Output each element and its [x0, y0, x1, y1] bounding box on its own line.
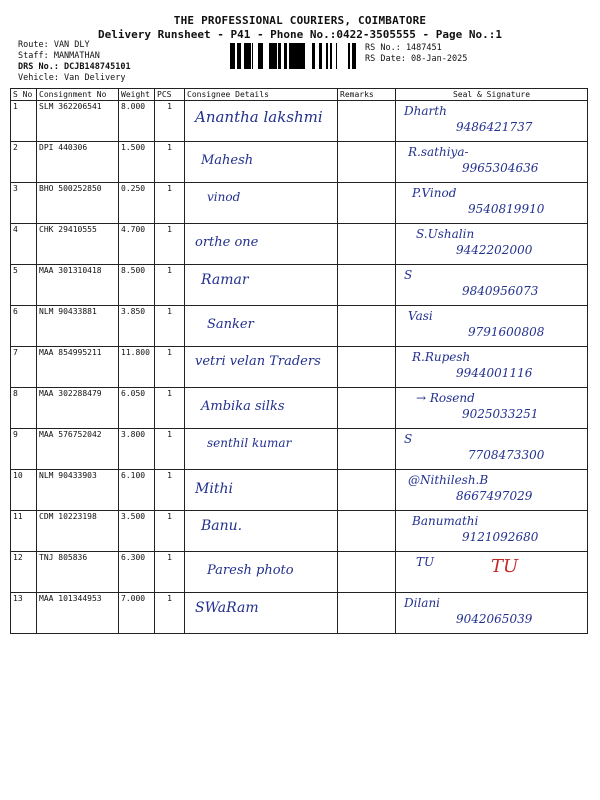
signature-phone-number: 9042065039: [456, 612, 533, 626]
cell-weight: 4.700: [119, 224, 155, 265]
staff-label: Staff: MANMATHAN: [18, 51, 100, 61]
table-row: [11, 101, 588, 142]
barcode-bar: [294, 43, 297, 69]
cell-consignee: [185, 142, 338, 183]
cell-sno: 2: [11, 142, 37, 183]
cell-sno: 3: [11, 183, 37, 224]
barcode-bar: [289, 43, 291, 69]
signature-handwriting: Dilani: [404, 596, 441, 610]
cell-weight: 6.300: [119, 552, 155, 593]
barcode-bar: [352, 43, 353, 69]
table-row: [11, 552, 588, 593]
cell-sno: 5: [11, 265, 37, 306]
rs-date: RS Date: 08-Jan-2025: [365, 54, 468, 64]
cell-pcs: 1: [155, 511, 185, 552]
cell-consignee: [185, 593, 338, 634]
cell-sno: 6: [11, 306, 37, 347]
runsheet-table: [10, 88, 588, 634]
barcode-bar: [232, 43, 234, 69]
vehicle-label: Vehicle: Van Delivery: [18, 73, 126, 83]
barcode-bar: [297, 43, 298, 69]
signature-phone-number: 9486421737: [456, 120, 533, 134]
signature-phone-number: TU: [491, 556, 519, 577]
consignee-handwriting: Mithi: [195, 481, 233, 497]
barcode-bar: [312, 43, 315, 69]
consignee-handwriting: Ramar: [201, 272, 249, 288]
cell-signature: [396, 470, 588, 511]
barcode-bar: [237, 43, 240, 69]
signature-phone-number: 9442202000: [456, 243, 533, 257]
cell-remarks: [338, 388, 396, 429]
cell-consignee: [185, 183, 338, 224]
signature-phone-number: 7708473300: [468, 448, 545, 462]
column-header-pcs: PCS: [155, 89, 185, 101]
cell-remarks: [338, 306, 396, 347]
barcode-bar: [269, 43, 271, 69]
column-header-consignee: Consignee Details: [185, 89, 338, 101]
cell-signature: [396, 593, 588, 634]
barcode: [230, 43, 358, 69]
consignee-handwriting: Anantha lakshmi: [195, 108, 323, 126]
cell-signature: [396, 347, 588, 388]
cell-remarks: [338, 429, 396, 470]
table-row: [11, 306, 588, 347]
cell-signature: [396, 101, 588, 142]
cell-signature: [396, 306, 588, 347]
consignee-handwriting: senthil kumar: [207, 436, 292, 450]
cell-consignment: CDM 10223198: [37, 511, 119, 552]
barcode-bar: [303, 43, 305, 69]
cell-remarks: [338, 511, 396, 552]
cell-remarks: [338, 183, 396, 224]
route-label: Route: VAN DLY: [18, 40, 90, 50]
cell-consignment: DPI 440306: [37, 142, 119, 183]
signature-handwriting: S: [404, 432, 413, 446]
cell-pcs: 1: [155, 593, 185, 634]
table-header-row: [11, 89, 588, 101]
consignee-handwriting: Paresh photo: [207, 563, 294, 578]
column-header-sno: S No: [11, 89, 37, 101]
cell-consignee: [185, 552, 338, 593]
cell-consignee: [185, 101, 338, 142]
barcode-bar: [234, 43, 235, 69]
cell-sno: 10: [11, 470, 37, 511]
barcode-bar: [353, 43, 356, 69]
cell-pcs: 1: [155, 552, 185, 593]
cell-signature: [396, 511, 588, 552]
cell-weight: 6.100: [119, 470, 155, 511]
column-header-signature: Seal & Signature: [396, 89, 588, 101]
cell-consignee: [185, 347, 338, 388]
cell-weight: 8.500: [119, 265, 155, 306]
barcode-bar: [278, 43, 281, 69]
cell-remarks: [338, 101, 396, 142]
cell-consignment: CHK 29410555: [37, 224, 119, 265]
cell-signature: [396, 142, 588, 183]
cell-consignee: [185, 388, 338, 429]
cell-sno: 12: [11, 552, 37, 593]
cell-weight: 3.800: [119, 429, 155, 470]
cell-sno: 4: [11, 224, 37, 265]
signature-phone-number: 9965304636: [462, 161, 539, 175]
cell-remarks: [338, 142, 396, 183]
cell-consignment: SLM 362206541: [37, 101, 119, 142]
barcode-bar: [331, 43, 332, 69]
barcode-bar: [271, 43, 274, 69]
cell-sno: 13: [11, 593, 37, 634]
barcode-bar: [240, 43, 241, 69]
cell-signature: [396, 388, 588, 429]
barcode-bar: [261, 43, 263, 69]
cell-consignment: TNJ 805836: [37, 552, 119, 593]
cell-sno: 7: [11, 347, 37, 388]
cell-pcs: 1: [155, 388, 185, 429]
cell-signature: [396, 183, 588, 224]
cell-pcs: 1: [155, 347, 185, 388]
cell-sno: 8: [11, 388, 37, 429]
consignee-handwriting: SWaRam: [195, 600, 259, 616]
cell-pcs: 1: [155, 101, 185, 142]
signature-phone-number: 8667497029: [456, 489, 533, 503]
runsheet-subtitle: Delivery Runsheet - P41 - Phone No.:0422-3505555 - Page No.:1: [98, 28, 502, 41]
barcode-bar: [319, 43, 322, 69]
table-row: [11, 265, 588, 306]
barcode-bar: [336, 43, 337, 69]
column-header-consignment: Consignment No: [37, 89, 119, 101]
cell-pcs: 1: [155, 265, 185, 306]
consignee-handwriting: Ambika silks: [201, 399, 285, 414]
barcode-bar: [258, 43, 260, 69]
cell-remarks: [338, 347, 396, 388]
consignee-handwriting: vinod: [207, 190, 241, 204]
cell-pcs: 1: [155, 224, 185, 265]
cell-pcs: 1: [155, 183, 185, 224]
cell-weight: 11.800: [119, 347, 155, 388]
signature-handwriting: Vasi: [408, 309, 433, 323]
table-row: [11, 183, 588, 224]
cell-pcs: 1: [155, 470, 185, 511]
signature-handwriting: S.Ushalin: [416, 227, 475, 241]
signature-handwriting: S: [404, 268, 413, 282]
cell-remarks: [338, 265, 396, 306]
consignee-handwriting: Mahesh: [201, 153, 254, 168]
barcode-bar: [249, 43, 251, 69]
signature-phone-number: 9791600808: [468, 325, 545, 339]
column-header-weight: Weight: [119, 89, 155, 101]
signature-phone-number: 9121092680: [462, 530, 539, 544]
barcode-bar: [330, 43, 331, 69]
signature-handwriting: TU: [416, 555, 435, 569]
barcode-bar: [298, 43, 301, 69]
cell-pcs: 1: [155, 142, 185, 183]
cell-remarks: [338, 593, 396, 634]
signature-phone-number: 9840956073: [462, 284, 539, 298]
barcode-bar: [252, 43, 253, 69]
cell-weight: 0.250: [119, 183, 155, 224]
consignee-handwriting: Sanker: [207, 317, 254, 332]
table-row: [11, 142, 588, 183]
cell-pcs: 1: [155, 429, 185, 470]
cell-remarks: [338, 224, 396, 265]
table-row: [11, 388, 588, 429]
barcode-bar: [326, 43, 328, 69]
cell-consignment: MAA 302288479: [37, 388, 119, 429]
barcode-bar: [348, 43, 350, 69]
barcode-bar: [284, 43, 287, 69]
cell-consignee: [185, 224, 338, 265]
cell-consignment: MAA 854995211: [37, 347, 119, 388]
cell-weight: 6.050: [119, 388, 155, 429]
barcode-bar: [274, 43, 277, 69]
cell-weight: 3.500: [119, 511, 155, 552]
cell-consignment: MAA 576752042: [37, 429, 119, 470]
barcode-bar: [244, 43, 246, 69]
cell-signature: [396, 429, 588, 470]
cell-sno: 9: [11, 429, 37, 470]
barcode-bar: [301, 43, 303, 69]
barcode-bar: [230, 43, 232, 69]
cell-consignment: NLM 90433903: [37, 470, 119, 511]
table-row: [11, 511, 588, 552]
consignee-handwriting: orthe one: [195, 235, 259, 250]
cell-remarks: [338, 552, 396, 593]
cell-pcs: 1: [155, 306, 185, 347]
barcode-bar: [246, 43, 249, 69]
table-row: [11, 470, 588, 511]
signature-handwriting: R.sathiya-: [408, 145, 469, 159]
table-row: [11, 429, 588, 470]
cell-consignment: MAA 101344953: [37, 593, 119, 634]
column-header-remarks: Remarks: [338, 89, 396, 101]
signature-phone-number: 9540819910: [468, 202, 545, 216]
cell-signature: [396, 552, 588, 593]
cell-remarks: [338, 470, 396, 511]
rs-number: RS No.: 1487451: [365, 43, 442, 53]
runsheet-table-wrap: [10, 88, 587, 634]
drs-number: DRS No.: DCJB148745101: [18, 62, 131, 72]
signature-handwriting: R.Rupesh: [412, 350, 471, 364]
table-row: [11, 347, 588, 388]
table-row: [11, 224, 588, 265]
cell-sno: 1: [11, 101, 37, 142]
cell-weight: 8.000: [119, 101, 155, 142]
cell-consignee: [185, 511, 338, 552]
table-body: [11, 101, 588, 634]
cell-sno: 11: [11, 511, 37, 552]
cell-consignee: [185, 306, 338, 347]
cell-signature: [396, 265, 588, 306]
cell-consignee: [185, 265, 338, 306]
signature-phone-number: 9944001116: [456, 366, 533, 380]
signature-phone-number: 9025033251: [462, 407, 539, 421]
company-title: THE PROFESSIONAL COURIERS, COIMBATORE: [173, 14, 427, 27]
barcode-bar: [291, 43, 294, 69]
signature-handwriting: → Rosend: [416, 391, 475, 405]
signature-handwriting: P.Vinod: [412, 186, 457, 200]
cell-consignment: MAA 301310418: [37, 265, 119, 306]
consignee-handwriting: vetri velan Traders: [195, 354, 321, 369]
signature-handwriting: Dharth: [404, 104, 447, 118]
cell-consignment: NLM 90433881: [37, 306, 119, 347]
barcode-bar: [260, 43, 261, 69]
signature-handwriting: Banumathi: [412, 514, 479, 528]
cell-consignee: [185, 470, 338, 511]
cell-weight: 7.000: [119, 593, 155, 634]
consignee-handwriting: Banu.: [201, 518, 243, 534]
cell-weight: 1.500: [119, 142, 155, 183]
cell-consignment: BHO 500252850: [37, 183, 119, 224]
cell-weight: 3.850: [119, 306, 155, 347]
cell-signature: [396, 224, 588, 265]
signature-handwriting: @Nithilesh.B: [408, 473, 489, 487]
table-row: [11, 593, 588, 634]
cell-consignee: [185, 429, 338, 470]
